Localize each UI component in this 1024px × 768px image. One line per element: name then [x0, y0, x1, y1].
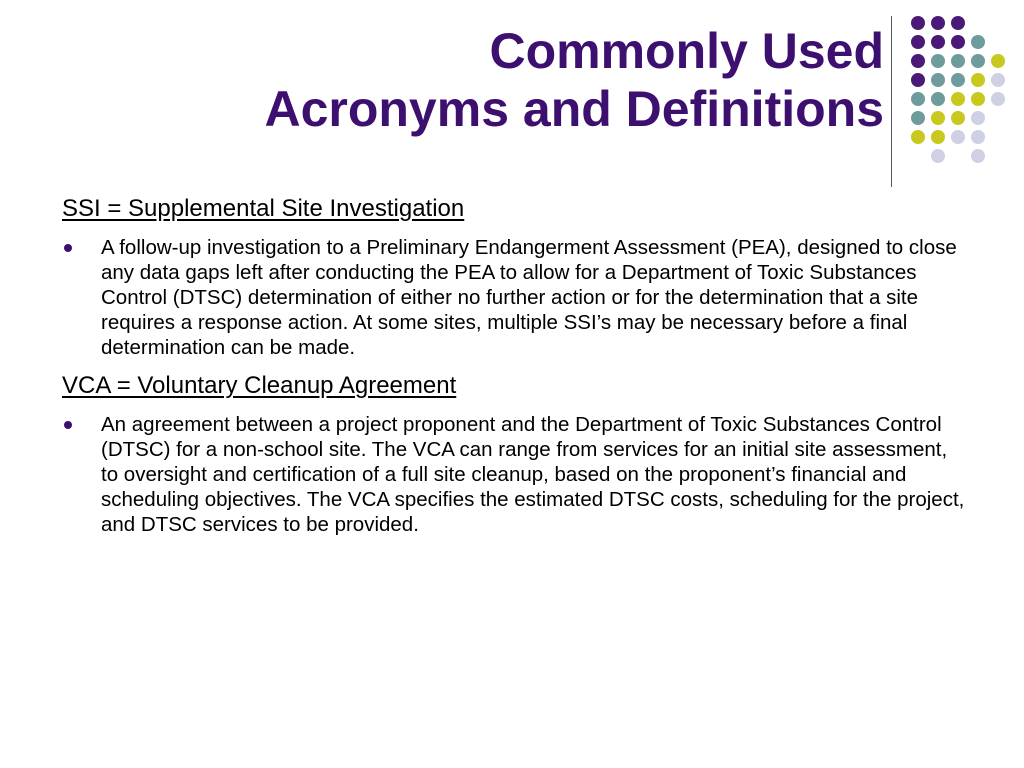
bullet-icon	[64, 244, 72, 252]
ssi-definition-text: A follow-up investigation to a Preliminary Endangerment Assessment (PEA), designed to close any data gaps left after conducting the PEA to allow for a Department of Toxic Substances Control (DTSC) determination of either no further action or for the determination that a site requires a response action. At some sites, multiple SSI’s may be necessary before a final determination can be made.	[101, 236, 957, 359]
decorative-dot	[971, 111, 985, 125]
decorative-dot	[951, 35, 965, 49]
decorative-dot	[911, 16, 925, 30]
title-line-2: Acronyms and Definitions	[264, 81, 884, 137]
decorative-dot	[911, 111, 925, 125]
decorative-dot	[951, 111, 965, 125]
decorative-dot	[931, 111, 945, 125]
slide-body	[62, 195, 967, 549]
decorative-dot	[951, 73, 965, 87]
vca-definition	[62, 412, 967, 537]
title-divider	[891, 16, 892, 187]
ssi-definition	[62, 235, 967, 360]
decorative-dot	[991, 92, 1005, 106]
decorative-dot	[971, 54, 985, 68]
bullet-icon	[64, 421, 72, 429]
decorative-dot	[991, 54, 1005, 68]
decorative-dot	[971, 130, 985, 144]
title-line-1: Commonly Used	[489, 23, 884, 79]
decorative-dot	[951, 54, 965, 68]
decorative-dot	[911, 54, 925, 68]
decorative-dot	[911, 92, 925, 106]
vca-heading: VCA = Voluntary Cleanup Agreement	[62, 372, 457, 399]
decorative-dot	[971, 92, 985, 106]
decorative-dot	[931, 16, 945, 30]
ssi-heading: SSI = Supplemental Site Investigation	[62, 195, 465, 222]
decorative-dot	[951, 16, 965, 30]
decorative-dot	[931, 54, 945, 68]
decorative-dot	[911, 35, 925, 49]
decorative-dot	[971, 73, 985, 87]
decorative-dot	[931, 130, 945, 144]
decorative-dot	[931, 149, 945, 163]
decorative-dot	[931, 35, 945, 49]
slide-title	[124, 22, 884, 138]
decorative-dot	[931, 92, 945, 106]
decorative-dot	[951, 130, 965, 144]
vca-definition-text: An agreement between a project proponent and the Department of Toxic Substances Control (DTSC) for a non-school site. The VCA can range from services for an initial site assessment, to oversight and certification of a full site cleanup, based on the proponent’s financial and scheduling objectives. The VCA specifies the estimated DTSC costs, scheduling for the project, and DTSC services to be provided.	[101, 413, 965, 536]
decorative-dot	[931, 73, 945, 87]
decorative-dot	[911, 130, 925, 144]
decorative-dot	[911, 73, 925, 87]
decorative-dot	[951, 92, 965, 106]
decorative-dot	[991, 73, 1005, 87]
decorative-dot	[971, 149, 985, 163]
decorative-dot	[971, 35, 985, 49]
